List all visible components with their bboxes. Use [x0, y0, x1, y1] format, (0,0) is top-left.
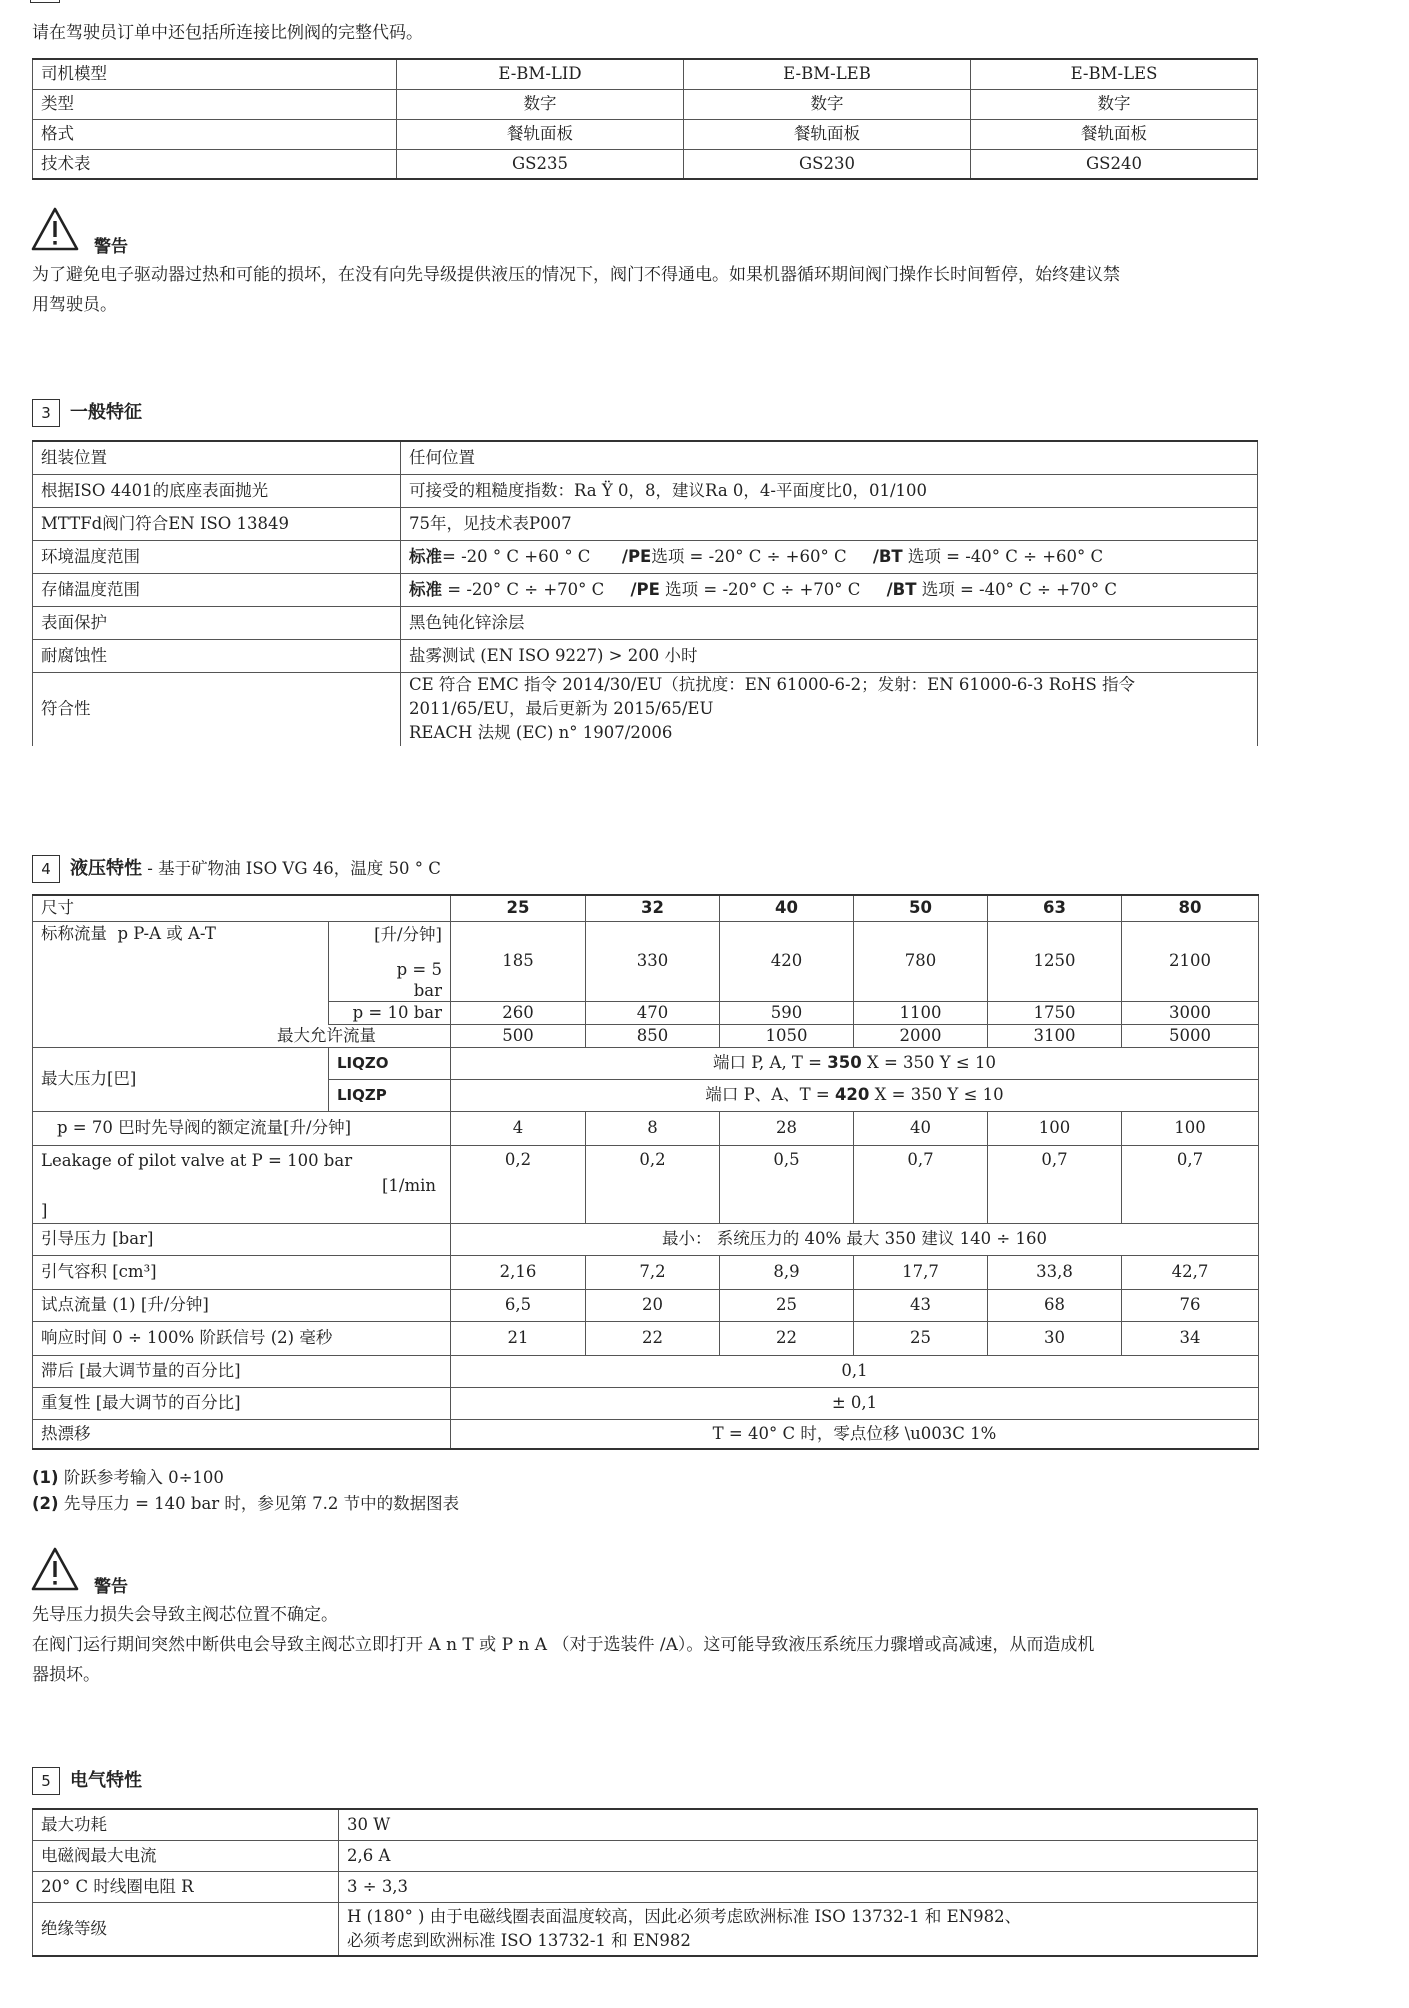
general-features-table	[32, 440, 1258, 746]
table-row	[33, 1255, 1259, 1289]
table-cell: 技术表	[33, 149, 397, 179]
table-cell: 28	[720, 1111, 854, 1145]
table-cell: 100	[988, 1111, 1122, 1145]
table-cell: 滞后 [最大调节量的百分比]	[33, 1355, 451, 1387]
table-cell: 响应时间 0 ÷ 100% 阶跃信号 (2) 毫秒	[33, 1321, 451, 1355]
footnote-1	[32, 1464, 224, 1488]
table-cell: 3100	[988, 1024, 1122, 1047]
text-line: ]	[41, 1200, 48, 1220]
text: X = 350 Y ≤ 10	[861, 1053, 996, 1073]
table-cell: 0,2	[451, 1145, 586, 1223]
table-row	[33, 895, 1259, 921]
table-row	[33, 1419, 1259, 1449]
section-subtitle: - 基于矿物油 ISO VG 46，温度 50 ° C	[142, 859, 441, 878]
table-cell: 1750	[988, 1001, 1122, 1024]
table-cell: 20° C 时线圈电阻 R	[33, 1871, 339, 1902]
warning-icon	[30, 1546, 80, 1592]
table-row	[33, 1387, 1259, 1419]
footnote-text: 阶跃参考输入 0÷100	[58, 1468, 224, 1487]
section-number: 5	[32, 1767, 60, 1795]
table-row	[33, 606, 1258, 639]
table-row	[33, 1355, 1259, 1387]
table-cell: 30 W	[339, 1809, 1258, 1840]
table-cell: 4	[451, 1111, 586, 1145]
table-header-cell: 25	[451, 895, 586, 921]
table-cell: 6,5	[451, 1289, 586, 1321]
table-header-cell: 40	[720, 895, 854, 921]
table-cell: 2,16	[451, 1255, 586, 1289]
table-cell: 330	[586, 921, 720, 1001]
table-cell	[401, 573, 1258, 606]
table-cell: 0,7	[988, 1145, 1122, 1223]
bold-label: /BT	[886, 579, 917, 599]
table-cell: GS240	[971, 149, 1258, 179]
table-header-cell: 50	[854, 895, 988, 921]
table-row	[33, 1001, 1259, 1024]
table-cell: 最大功耗	[33, 1809, 339, 1840]
text-line: bar	[413, 980, 442, 1000]
text-line: CE 符合 EMC 指令 2014/30/EU（抗扰度：EN 61000-6-2；发射：EN 61000-6-3 RoHS 指令	[409, 675, 1136, 695]
text: 选项 = -40° C ÷ +60° C	[902, 546, 1104, 566]
warning-text-line-1: 先导压力损失会导致主阀芯位置不确定。	[32, 1605, 338, 1625]
table-cell: 0,7	[1122, 1145, 1259, 1223]
table-row	[33, 1111, 1259, 1145]
table-row	[33, 1809, 1258, 1840]
table-row	[33, 921, 1259, 1001]
footnote-number: (1)	[32, 1468, 59, 1487]
table-row	[33, 474, 1258, 507]
table-row	[33, 573, 1258, 606]
table-row	[33, 1047, 1259, 1079]
drivers-table	[32, 58, 1258, 180]
table-row	[33, 1840, 1258, 1871]
table-cell	[339, 1902, 1258, 1956]
table-cell: 耐腐蚀性	[33, 639, 401, 672]
table-cell: 引导压力 [bar]	[33, 1223, 451, 1255]
hydraulic-table	[32, 894, 1259, 1450]
table-row	[33, 441, 1258, 474]
table-cell: T = 40° C 时，零点位移 \u003C 1%	[451, 1419, 1259, 1449]
driver-order-note: 请在驾驶员订单中还包括所连接比例阀的完整代码。	[32, 23, 423, 43]
table-cell: 22	[720, 1321, 854, 1355]
table-row	[33, 639, 1258, 672]
text-line: REACH 法规 (EC) n° 1907/2006	[409, 723, 673, 743]
table-row	[33, 1145, 1259, 1223]
table-row	[33, 672, 1258, 746]
table-cell: 存储温度范围	[33, 573, 401, 606]
section-title: 电气特性	[70, 1770, 142, 1791]
warning-label: 警告	[94, 237, 128, 257]
text: 选项 = -20° C ÷ +60° C	[651, 546, 847, 566]
text: X = 350 Y ≤ 10	[869, 1085, 1004, 1105]
table-cell: 590	[720, 1001, 854, 1024]
table-cell: 0,5	[720, 1145, 854, 1223]
table-cell: 电磁阀最大电流	[33, 1840, 339, 1871]
table-cell: E-BM-LEB	[684, 59, 971, 89]
warning-text-line-2: 在阀门运行期间突然中断供电会导致主阀芯立即打开 A n T 或 P n A （对于选装件 /A）。这可能导致液压系统压力骤增或高减速，从而造成机	[32, 1635, 1095, 1655]
table-row	[33, 1902, 1258, 1956]
table-cell: 表面保护	[33, 606, 401, 639]
table-row	[33, 1289, 1259, 1321]
table-row	[33, 1871, 1258, 1902]
table-cell	[451, 1047, 1259, 1079]
table-cell: 3000	[1122, 1001, 1259, 1024]
text-line: p = 5	[396, 959, 442, 979]
table-cell: 热漂移	[33, 1419, 451, 1449]
table-row	[33, 540, 1258, 573]
table-cell: 40	[854, 1111, 988, 1145]
table-cell: p = 70 巴时先导阀的额定流量[升/分钟]	[33, 1111, 451, 1145]
table-cell: 类型	[33, 89, 397, 119]
text: 端口 P, A, T =	[713, 1053, 828, 1073]
table-cell: 餐轨面板	[397, 119, 684, 149]
table-cell: 引气容积 [cm³]	[33, 1255, 451, 1289]
bold-label: /PE	[621, 546, 652, 566]
table-cell: 符合性	[33, 672, 401, 746]
table-row	[33, 1024, 1259, 1047]
table-cell: 25	[720, 1289, 854, 1321]
table-cell: 0,1	[451, 1355, 1259, 1387]
table-row	[33, 119, 1258, 149]
table-cell: 43	[854, 1289, 988, 1321]
text: 选项 = -20° C ÷ +70° C	[659, 579, 861, 599]
table-cell: 2,6 A	[339, 1840, 1258, 1871]
warning-text-line-1: 为了避免电子驱动器过热和可能的损坏，在没有向先导级提供液压的情况下，阀门不得通电。如果机器循环期间阀门操作长时间暂停，始终建议禁	[32, 265, 1120, 285]
table-cell: 100	[1122, 1111, 1259, 1145]
table-cell: 7,2	[586, 1255, 720, 1289]
section-3-heading	[32, 398, 142, 427]
table-cell: 8,9	[720, 1255, 854, 1289]
table-cell: 环境温度范围	[33, 540, 401, 573]
bold-label: 标准	[409, 546, 442, 566]
table-row	[33, 89, 1258, 119]
table-cell: 餐轨面板	[971, 119, 1258, 149]
table-cell: 标称流量 p P-A 或 A-T	[33, 921, 329, 1001]
table-cell: 780	[854, 921, 988, 1001]
table-cell	[33, 1001, 329, 1024]
table-header-cell: 32	[586, 895, 720, 921]
table-cell	[401, 672, 1258, 746]
text-line: H (180° ) 由于电磁线圈表面温度较高，因此必须考虑欧洲标准 ISO 13732-1 和 EN982、	[347, 1906, 1022, 1926]
table-row	[33, 1223, 1259, 1255]
table-cell	[451, 1079, 1259, 1111]
table-cell: 5000	[1122, 1024, 1259, 1047]
footnote-text: 先导压力 = 140 bar 时，参见第 7.2 节中的数据图表	[58, 1494, 460, 1513]
table-cell	[329, 921, 451, 1001]
table-cell: 33,8	[988, 1255, 1122, 1289]
text-line: [1/min	[381, 1175, 436, 1195]
text: 选项 = -40° C ÷ +70° C	[916, 579, 1118, 599]
section-4-heading	[32, 854, 441, 883]
table-cell: 850	[586, 1024, 720, 1047]
bold-value: 420	[834, 1085, 870, 1105]
table-cell	[33, 1145, 451, 1223]
table-cell: 260	[451, 1001, 586, 1024]
text-line: Leakage of pilot valve at P = 100 bar	[41, 1150, 353, 1170]
table-cell: 尺寸	[33, 895, 451, 921]
table-cell: 0,2	[586, 1145, 720, 1223]
table-cell: 1100	[854, 1001, 988, 1024]
table-cell: 470	[586, 1001, 720, 1024]
table-cell: 2100	[1122, 921, 1259, 1001]
table-cell: E-BM-LID	[397, 59, 684, 89]
table-cell: p = 10 bar	[329, 1001, 451, 1024]
text: 端口 P、A、T =	[705, 1085, 835, 1105]
table-header-cell: 80	[1122, 895, 1259, 921]
table-row	[33, 59, 1258, 89]
table-cell: 0,7	[854, 1145, 988, 1223]
table-cell: 76	[1122, 1289, 1259, 1321]
warning-text-line-3: 器损坏。	[32, 1665, 100, 1685]
table-cell: 30	[988, 1321, 1122, 1355]
section-number-box-cut	[30, 0, 60, 3]
table-cell: 盐雾测试 (EN ISO 9227) > 200 小时	[401, 639, 1258, 672]
text-line: 2011/65/EU，最后更新为 2015/65/EU	[409, 699, 714, 719]
section-number: 4	[32, 855, 60, 883]
bold-label: /PE	[630, 579, 660, 599]
text-line: 必须考虑到欧洲标准 ISO 13732-1 和 EN982	[347, 1930, 691, 1950]
table-cell: 数字	[971, 89, 1258, 119]
table-cell: 绝缘等级	[33, 1902, 339, 1956]
model-tag: LIQZP	[329, 1079, 451, 1111]
table-cell: 最小： 系统压力的 40% 最大 350 建议 140 ÷ 160	[451, 1223, 1259, 1255]
table-row	[33, 1321, 1259, 1355]
table-cell: 餐轨面板	[684, 119, 971, 149]
unit-label: [升/分钟]	[374, 924, 442, 944]
table-cell: 22	[586, 1321, 720, 1355]
table-cell: 格式	[33, 119, 397, 149]
section-title: 液压特性	[70, 858, 142, 879]
table-cell: 25	[854, 1321, 988, 1355]
table-cell: 500	[451, 1024, 586, 1047]
section-number: 3	[32, 399, 60, 427]
table-cell: 试点流量 (1) [升/分钟]	[33, 1289, 451, 1321]
warning-text-line-2: 用驾驶员。	[32, 295, 117, 315]
table-cell: 1050	[720, 1024, 854, 1047]
text: = -20° C ÷ +70° C	[442, 579, 605, 599]
table-cell: 420	[720, 921, 854, 1001]
table-cell: 8	[586, 1111, 720, 1145]
table-cell: 34	[1122, 1321, 1259, 1355]
table-cell: 1250	[988, 921, 1122, 1001]
table-cell: 组装位置	[33, 441, 401, 474]
section-5-heading	[32, 1766, 142, 1795]
table-cell: 42,7	[1122, 1255, 1259, 1289]
table-cell: 75年，见技术表P007	[401, 507, 1258, 540]
warning-icon	[30, 206, 80, 252]
electrical-table	[32, 1808, 1258, 1957]
footnote-number: (2)	[32, 1494, 59, 1513]
section-title: 一般特征	[70, 402, 142, 423]
table-cell: E-BM-LES	[971, 59, 1258, 89]
table-cell: 2000	[854, 1024, 988, 1047]
table-cell: 黑色钝化锌涂层	[401, 606, 1258, 639]
table-cell	[401, 540, 1258, 573]
table-cell: MTTFd阀门符合EN ISO 13849	[33, 507, 401, 540]
table-cell: GS235	[397, 149, 684, 179]
table-cell: 20	[586, 1289, 720, 1321]
table-cell: 21	[451, 1321, 586, 1355]
table-row	[33, 507, 1258, 540]
table-cell: 任何位置	[401, 441, 1258, 474]
table-cell: 可接受的粗糙度指数：Ra Ÿ 0，8，建议Ra 0，4-平面度比0，01/100	[401, 474, 1258, 507]
table-cell: 数字	[684, 89, 971, 119]
footnote-2	[32, 1490, 459, 1514]
table-cell: 数字	[397, 89, 684, 119]
model-tag: LIQZO	[329, 1047, 451, 1079]
table-cell: 17,7	[854, 1255, 988, 1289]
table-cell: ± 0,1	[451, 1387, 1259, 1419]
text: = -20 ° C +60 ° C	[442, 546, 591, 566]
table-cell: 最大允许流量	[33, 1024, 451, 1047]
table-cell: 根据ISO 4401的底座表面抛光	[33, 474, 401, 507]
warning-label: 警告	[94, 1577, 128, 1597]
bold-label: 标准	[409, 579, 442, 599]
table-row	[33, 149, 1258, 179]
bold-label: /BT	[872, 546, 903, 566]
table-cell: 185	[451, 921, 586, 1001]
table-cell: 68	[988, 1289, 1122, 1321]
table-cell: 最大压力[巴]	[33, 1047, 329, 1111]
table-cell: 3 ÷ 3,3	[339, 1871, 1258, 1902]
table-cell: GS230	[684, 149, 971, 179]
table-cell: 司机模型	[33, 59, 397, 89]
bold-value: 350	[827, 1053, 862, 1073]
table-cell: 重复性 [最大调节的百分比]	[33, 1387, 451, 1419]
table-header-cell: 63	[988, 895, 1122, 921]
